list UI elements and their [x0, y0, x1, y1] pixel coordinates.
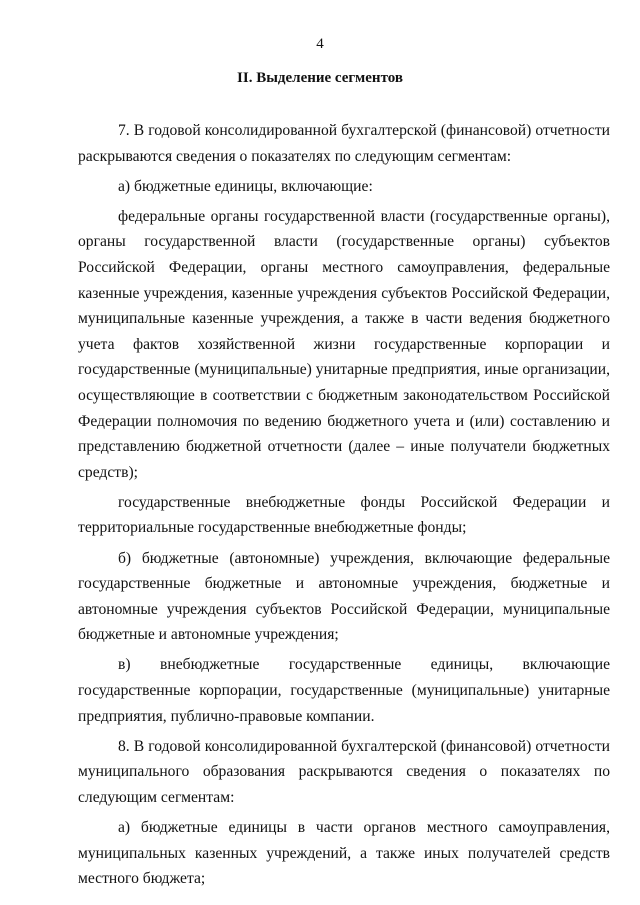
paragraph-8-intro: 8. В годовой консолидированной бухгалтерской (финансовой) отчетности муниципального образования раскрываются сведения о показателях по следующим сегментам:	[78, 737, 610, 806]
paragraph-8a: а) бюджетные единицы в части органов местного самоуправления, муниципальных казенных учреждений, а также иных получателей средств местного бюджета;	[78, 818, 610, 888]
paragraph-7c: в) внебюджетные государственные единицы, включающие государственные корпорации, государственные (муниципальные) унитарные предприятия, публично-правовые компании.	[78, 656, 610, 725]
section-heading: II. Выделение сегментов	[237, 70, 403, 86]
paragraph-7-intro: 7. В годовой консолидированной бухгалтерской (финансовой) отчетности раскрываются сведения о показателях по следующим сегментам:	[78, 122, 610, 165]
paragraph-7b: б) бюджетные (автономные) учреждения, включающие федеральные государственные бюджетные и автономные учреждения, бюджетные и автономные учреждения субъектов Российской Федерации, муниципальные бюджетные и автономные учреждения;	[78, 549, 610, 644]
paragraph-7a-federal-bodies: федеральные органы государственной власти (государственные органы), органы государственной власти (государственные органы) субъектов Российской Федерации, органы местного самоуправления, федеральные казенные учреждения, казенные учреждения субъектов Российской Федерации, муниципальные казенные учреждения, а также в части ведения бюджетного учета фактов хозяйственной жизни государственные корпорации и государственные (муниципальные) унитарные предприятия, иные организации, осуществляющие в соответствии с бюджетным законодательством Российской Федерации полномочия по ведению бюджетного учета и (или) составлению и представлению бюджетной отчетности (далее – иные получатели бюджетных средств);	[78, 207, 610, 481]
paragraph-7a-extrabudgetary-funds: государственные внебюджетные фонды Российской Федерации и территориальные государственные внебюджетные фонды;	[78, 493, 610, 537]
paragraph-7a-heading: а) бюджетные единицы, включающие:	[118, 177, 373, 195]
body-text	[78, 118, 610, 896]
page-number: 4	[316, 36, 324, 52]
